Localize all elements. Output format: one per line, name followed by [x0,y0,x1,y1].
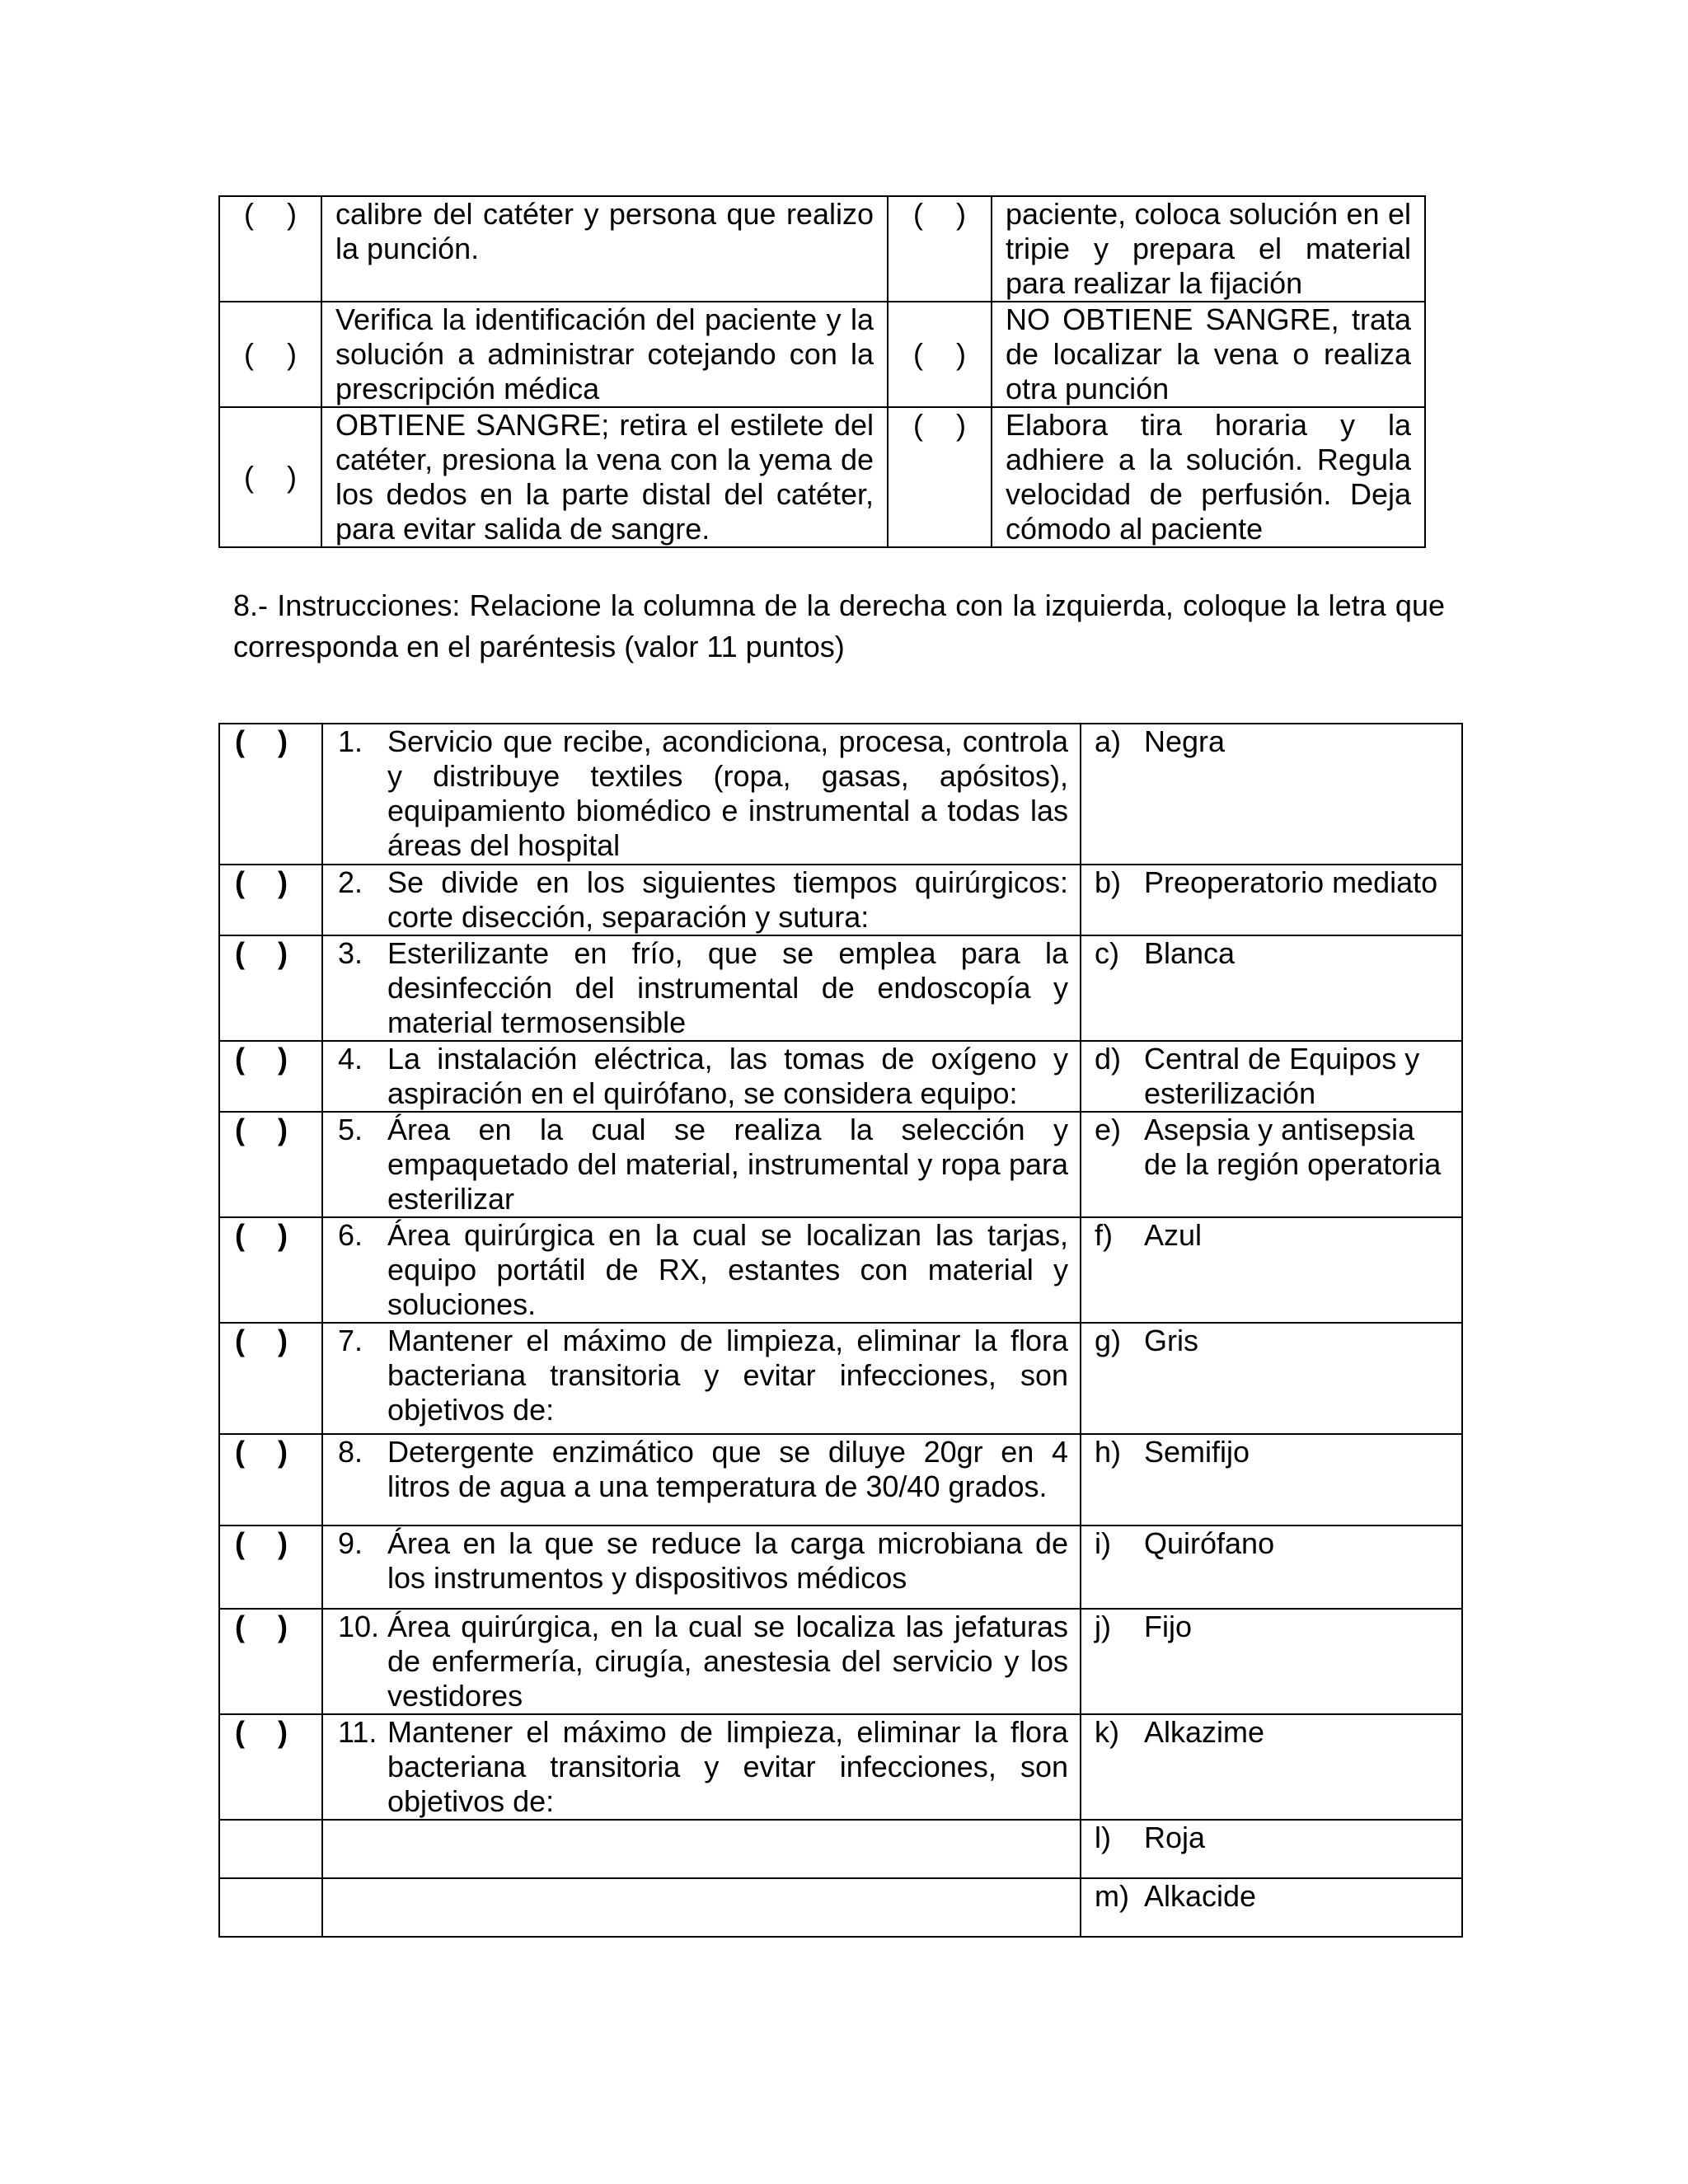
option-letter: e) [1095,1113,1122,1146]
option-letter: l) [1095,1821,1111,1854]
question-text: La instalación eléctrica, las tomas de oxígeno y aspiración en el quirófano, se considera equipo: [387,1042,1068,1110]
step-text: Verifica la identificación del paciente y la solución a administrar cotejando con la prescripción médica [321,302,888,407]
option-text: Preoperatorio mediato [1144,865,1438,899]
answer-paren[interactable]: ( ) [219,724,322,865]
table-row [219,196,1425,302]
question-text: Esterilizante en frío, que se emplea para la desinfección del instrumental de endoscopía y material termosensible [387,936,1068,1039]
question-cell [322,1041,1081,1112]
question-text: Área quirúrgica, en la cual se localiza las jefaturas de enfermería, cirugía, anestesia del servicio y los vestidores [387,1610,1068,1713]
answer-paren[interactable] [219,1878,322,1937]
table-row [219,1714,1462,1820]
option-letter: a) [1095,724,1122,758]
answer-option-cell [1081,1820,1462,1878]
option-text: Gris [1144,1324,1198,1357]
option-letter: k) [1095,1715,1119,1749]
table-row [219,1526,1462,1609]
step-text: calibre del catéter y persona que realizo la punción. [321,196,888,302]
table-row [219,1323,1462,1434]
option-text: Alkacide [1144,1879,1257,1913]
option-text: Azul [1144,1218,1203,1252]
answer-option-cell [1081,1714,1462,1820]
answer-paren[interactable]: ( ) [219,302,321,407]
answer-paren[interactable]: ( ) [219,865,322,935]
option-text: Blanca [1144,936,1236,970]
answer-option-cell [1081,1526,1462,1609]
question-cell [322,1526,1081,1609]
option-letter: b) [1095,865,1122,899]
table-row [219,1820,1462,1878]
answer-paren[interactable] [219,1820,322,1878]
table-row [219,1041,1462,1112]
table-row [219,1609,1462,1714]
question-cell [322,1112,1081,1217]
answer-paren[interactable]: ( ) [219,196,321,302]
question-number: 1. [338,724,363,758]
question-cell [322,1714,1081,1820]
step-text: OBTIENE SANGRE; retira el estilete del catéter, presiona la vena con la yema de los dedos en la parte distal del catéter, para evitar salida de sangre. [321,407,888,547]
question-cell [322,1820,1081,1878]
answer-option-cell [1081,935,1462,1041]
table-row [219,1217,1462,1323]
answer-paren[interactable]: ( ) [888,196,992,302]
answer-paren[interactable]: ( ) [219,407,321,547]
question-cell [322,865,1081,935]
option-letter: h) [1095,1435,1122,1469]
answer-paren[interactable]: ( ) [219,1112,322,1217]
question-number: 5. [338,1113,363,1146]
question-text: Mantener el máximo de limpieza, eliminar la flora bacteriana transitoria y evitar infecciones, son objetivos de: [387,1715,1068,1818]
question-cell [322,1609,1081,1714]
question-number: 10. [338,1610,380,1643]
option-letter: i) [1095,1526,1111,1560]
option-letter: f) [1095,1218,1113,1252]
question-cell [322,1323,1081,1434]
question-number: 4. [338,1042,363,1076]
step-text: paciente, coloca solución en el tripie y prepara el material para realizar la fijación [992,196,1425,302]
question-number: 8. [338,1435,363,1469]
instructions-text: 8.- Instrucciones: Relacione la columna de la derecha con la izquierda, coloque la letra que corresponda en el paréntesis (valor 11 puntos) [233,588,1445,663]
table-row [219,935,1462,1041]
question-text: Se divide en los siguientes tiempos quirúrgicos: corte disección, separación y sutura: [387,865,1068,934]
answer-option-cell [1081,724,1462,865]
matching-table-procedure [218,195,1426,548]
question-number: 6. [338,1218,363,1252]
question-text: Mantener el máximo de limpieza, eliminar la flora bacteriana transitoria y evitar infecciones, son objetivos de: [387,1324,1068,1427]
answer-paren[interactable]: ( ) [888,407,992,547]
answer-option-cell [1081,1041,1462,1112]
answer-paren[interactable]: ( ) [219,1041,322,1112]
answer-paren[interactable]: ( ) [219,1323,322,1434]
question-text: Área quirúrgica en la cual se localizan las tarjas, equipo portátil de RX, estantes con material y soluciones. [387,1218,1068,1321]
option-text: Negra [1144,724,1226,758]
option-text: Alkazime [1144,1715,1265,1749]
question-text: Área en la que se reduce la carga microbiana de los instrumentos y dispositivos médicos [387,1526,1068,1595]
answer-paren[interactable]: ( ) [888,302,992,407]
answer-option-cell [1081,1878,1462,1937]
question-number: 9. [338,1526,363,1560]
question-cell [322,935,1081,1041]
option-letter: c) [1095,936,1119,970]
table-row [219,302,1425,407]
table-row [219,407,1425,547]
option-text: Fijo [1144,1610,1193,1643]
question-cell [322,1217,1081,1323]
question-text: Área en la cual se realiza la selección y empaquetado del material, instrumental y ropa para esterilizar [387,1113,1068,1216]
question-number: 3. [338,936,363,970]
answer-option-cell [1081,1112,1462,1217]
option-letter: g) [1095,1324,1122,1357]
answer-option-cell [1081,1609,1462,1714]
question-text: Detergente enzimático que se diluye 20gr en 4 litros de agua a una temperatura de 30/40 grados. [387,1435,1068,1503]
question-cell [322,1434,1081,1526]
question-number: 7. [338,1324,363,1357]
table-row [219,1434,1462,1526]
option-letter: j) [1095,1610,1111,1643]
question-number: 11. [338,1715,377,1749]
option-text: Roja [1144,1821,1206,1854]
answer-option-cell [1081,1323,1462,1434]
step-text: NO OBTIENE SANGRE, trata de localizar la vena o realiza otra punción [992,302,1425,407]
table-row [219,1112,1462,1217]
table-row [219,865,1462,935]
matching-table-questions [218,723,1463,1938]
question-number: 2. [338,865,363,899]
question-cell [322,724,1081,865]
option-text: Quirófano [1144,1526,1275,1560]
answer-paren[interactable]: ( ) [219,935,322,1041]
step-text: Elabora tira horaria y la adhiere a la solución. Regula velocidad de perfusión. Deja cómodo al paciente [992,407,1425,547]
answer-option-cell [1081,865,1462,935]
option-letter: m) [1095,1879,1129,1913]
answer-option-cell [1081,1217,1462,1323]
option-text: Semifijo [1144,1435,1250,1469]
option-text: Asepsia y antisepsia de la región operatoria [1144,1113,1442,1181]
answer-paren[interactable]: ( ) [219,1714,322,1820]
table-row [219,1878,1462,1937]
option-letter: d) [1095,1042,1122,1076]
option-text: Central de Equipos y esterilización [1144,1042,1420,1110]
answer-paren[interactable]: ( ) [219,1217,322,1323]
question-cell [322,1878,1081,1937]
answer-paren[interactable]: ( ) [219,1434,322,1526]
table-row [219,724,1462,865]
answer-paren[interactable]: ( ) [219,1526,322,1609]
question-text: Servicio que recibe, acondiciona, procesa, controla y distribuye textiles (ropa, gasas, apósitos), equipamiento biomédico e instrumental a todas las áreas del hospital [387,724,1068,862]
answer-paren[interactable]: ( ) [219,1609,322,1714]
answer-option-cell [1081,1434,1462,1526]
